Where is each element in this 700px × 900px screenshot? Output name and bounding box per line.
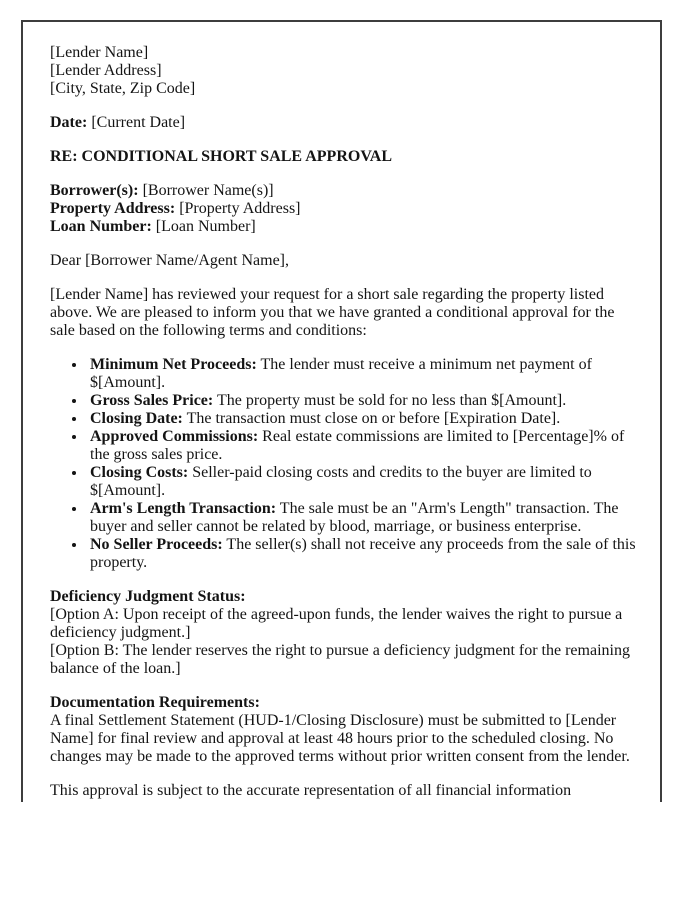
term-item-closing-date — [87, 410, 638, 428]
term-text: The lender must receive a minimum net payment of $[Amount]. — [90, 356, 592, 391]
term-item-arms-length — [87, 500, 638, 536]
borrower-line — [50, 182, 638, 200]
term-text: Seller-paid closing costs and credits to the buyer are limited to $[Amount]. — [90, 464, 592, 499]
documentation-body: A final Settlement Statement (HUD-1/Closing Disclosure) must be submitted to [Lender Name] for final review and approval at least 48 hours prior to the scheduled closing. No changes may be made to the approved terms without prior written consent from the lender. — [50, 712, 630, 765]
date-value: [Current Date] — [91, 114, 186, 131]
term-item-gross-sales-price — [87, 392, 638, 410]
term-item-closing-costs — [87, 464, 638, 500]
term-text: Real estate commissions are limited to [Percentage]% of the gross sales price. — [90, 428, 625, 463]
term-text: The seller(s) shall not receive any proceeds from the sale of this property. — [90, 536, 636, 571]
lender-address: [Lender Address] — [50, 62, 162, 79]
term-label: Approved Commissions: — [90, 428, 259, 445]
terms-list — [50, 356, 638, 572]
documentation-requirements-section — [50, 694, 638, 766]
term-text: The property must be sold for no less than $[Amount]. — [216, 392, 567, 409]
documentation-heading: Documentation Requirements: — [50, 694, 260, 711]
term-label: Arm's Length Transaction: — [90, 500, 277, 517]
term-label: Closing Date: — [90, 410, 183, 427]
term-label: Closing Costs: — [90, 464, 189, 481]
term-label: Minimum Net Proceeds: — [90, 356, 257, 373]
lender-city-state-zip: [City, State, Zip Code] — [50, 80, 196, 97]
closing-paragraph: This approval is subject to the accurate representation of all financial information — [50, 782, 572, 799]
borrower-label: Borrower(s): — [50, 182, 139, 199]
letter-body — [23, 22, 660, 800]
deficiency-heading: Deficiency Judgment Status: — [50, 588, 246, 605]
term-label: Gross Sales Price: — [90, 392, 214, 409]
loan-number-label: Loan Number: — [50, 218, 152, 235]
term-item-minimum-net-proceeds — [87, 356, 638, 392]
term-text: The transaction must close on or before [Expiration Date]. — [186, 410, 561, 427]
lender-address-block — [50, 44, 638, 98]
term-item-approved-commissions — [87, 428, 638, 464]
loan-number-value: [Loan Number] — [155, 218, 256, 235]
letter-document-frame — [21, 20, 662, 802]
salutation: Dear [Borrower Name/Agent Name], — [50, 252, 290, 269]
borrower-value: [Borrower Name(s)] — [142, 182, 274, 199]
deficiency-option-a: [Option A: Upon receipt of the agreed-upon funds, the lender waives the right to pursue a deficiency judgment.] — [50, 606, 623, 641]
term-item-no-seller-proceeds — [87, 536, 638, 572]
lender-name: [Lender Name] — [50, 44, 149, 61]
term-label: No Seller Proceeds: — [90, 536, 223, 553]
deficiency-judgment-section — [50, 588, 638, 678]
deficiency-option-b: [Option B: The lender reserves the right to pursue a deficiency judgment for the remaining balance of the loan.] — [50, 642, 630, 677]
property-address-label: Property Address: — [50, 200, 176, 217]
subject-line: RE: CONDITIONAL SHORT SALE APPROVAL — [50, 148, 393, 165]
loan-number-line — [50, 218, 638, 236]
term-text: The sale must be an "Arm's Length" transaction. The buyer and seller cannot be related by blood, marriage, or business enterprise. — [90, 500, 619, 535]
date-line — [50, 114, 638, 132]
property-address-value: [Property Address] — [179, 200, 301, 217]
intro-paragraph: [Lender Name] has reviewed your request for a short sale regarding the property listed above. We are pleased to inform you that we have granted a conditional approval for the sale based on the following terms and conditions: — [50, 286, 615, 339]
date-label: Date: — [50, 114, 88, 131]
property-address-line — [50, 200, 638, 218]
loan-info-block — [50, 182, 638, 236]
